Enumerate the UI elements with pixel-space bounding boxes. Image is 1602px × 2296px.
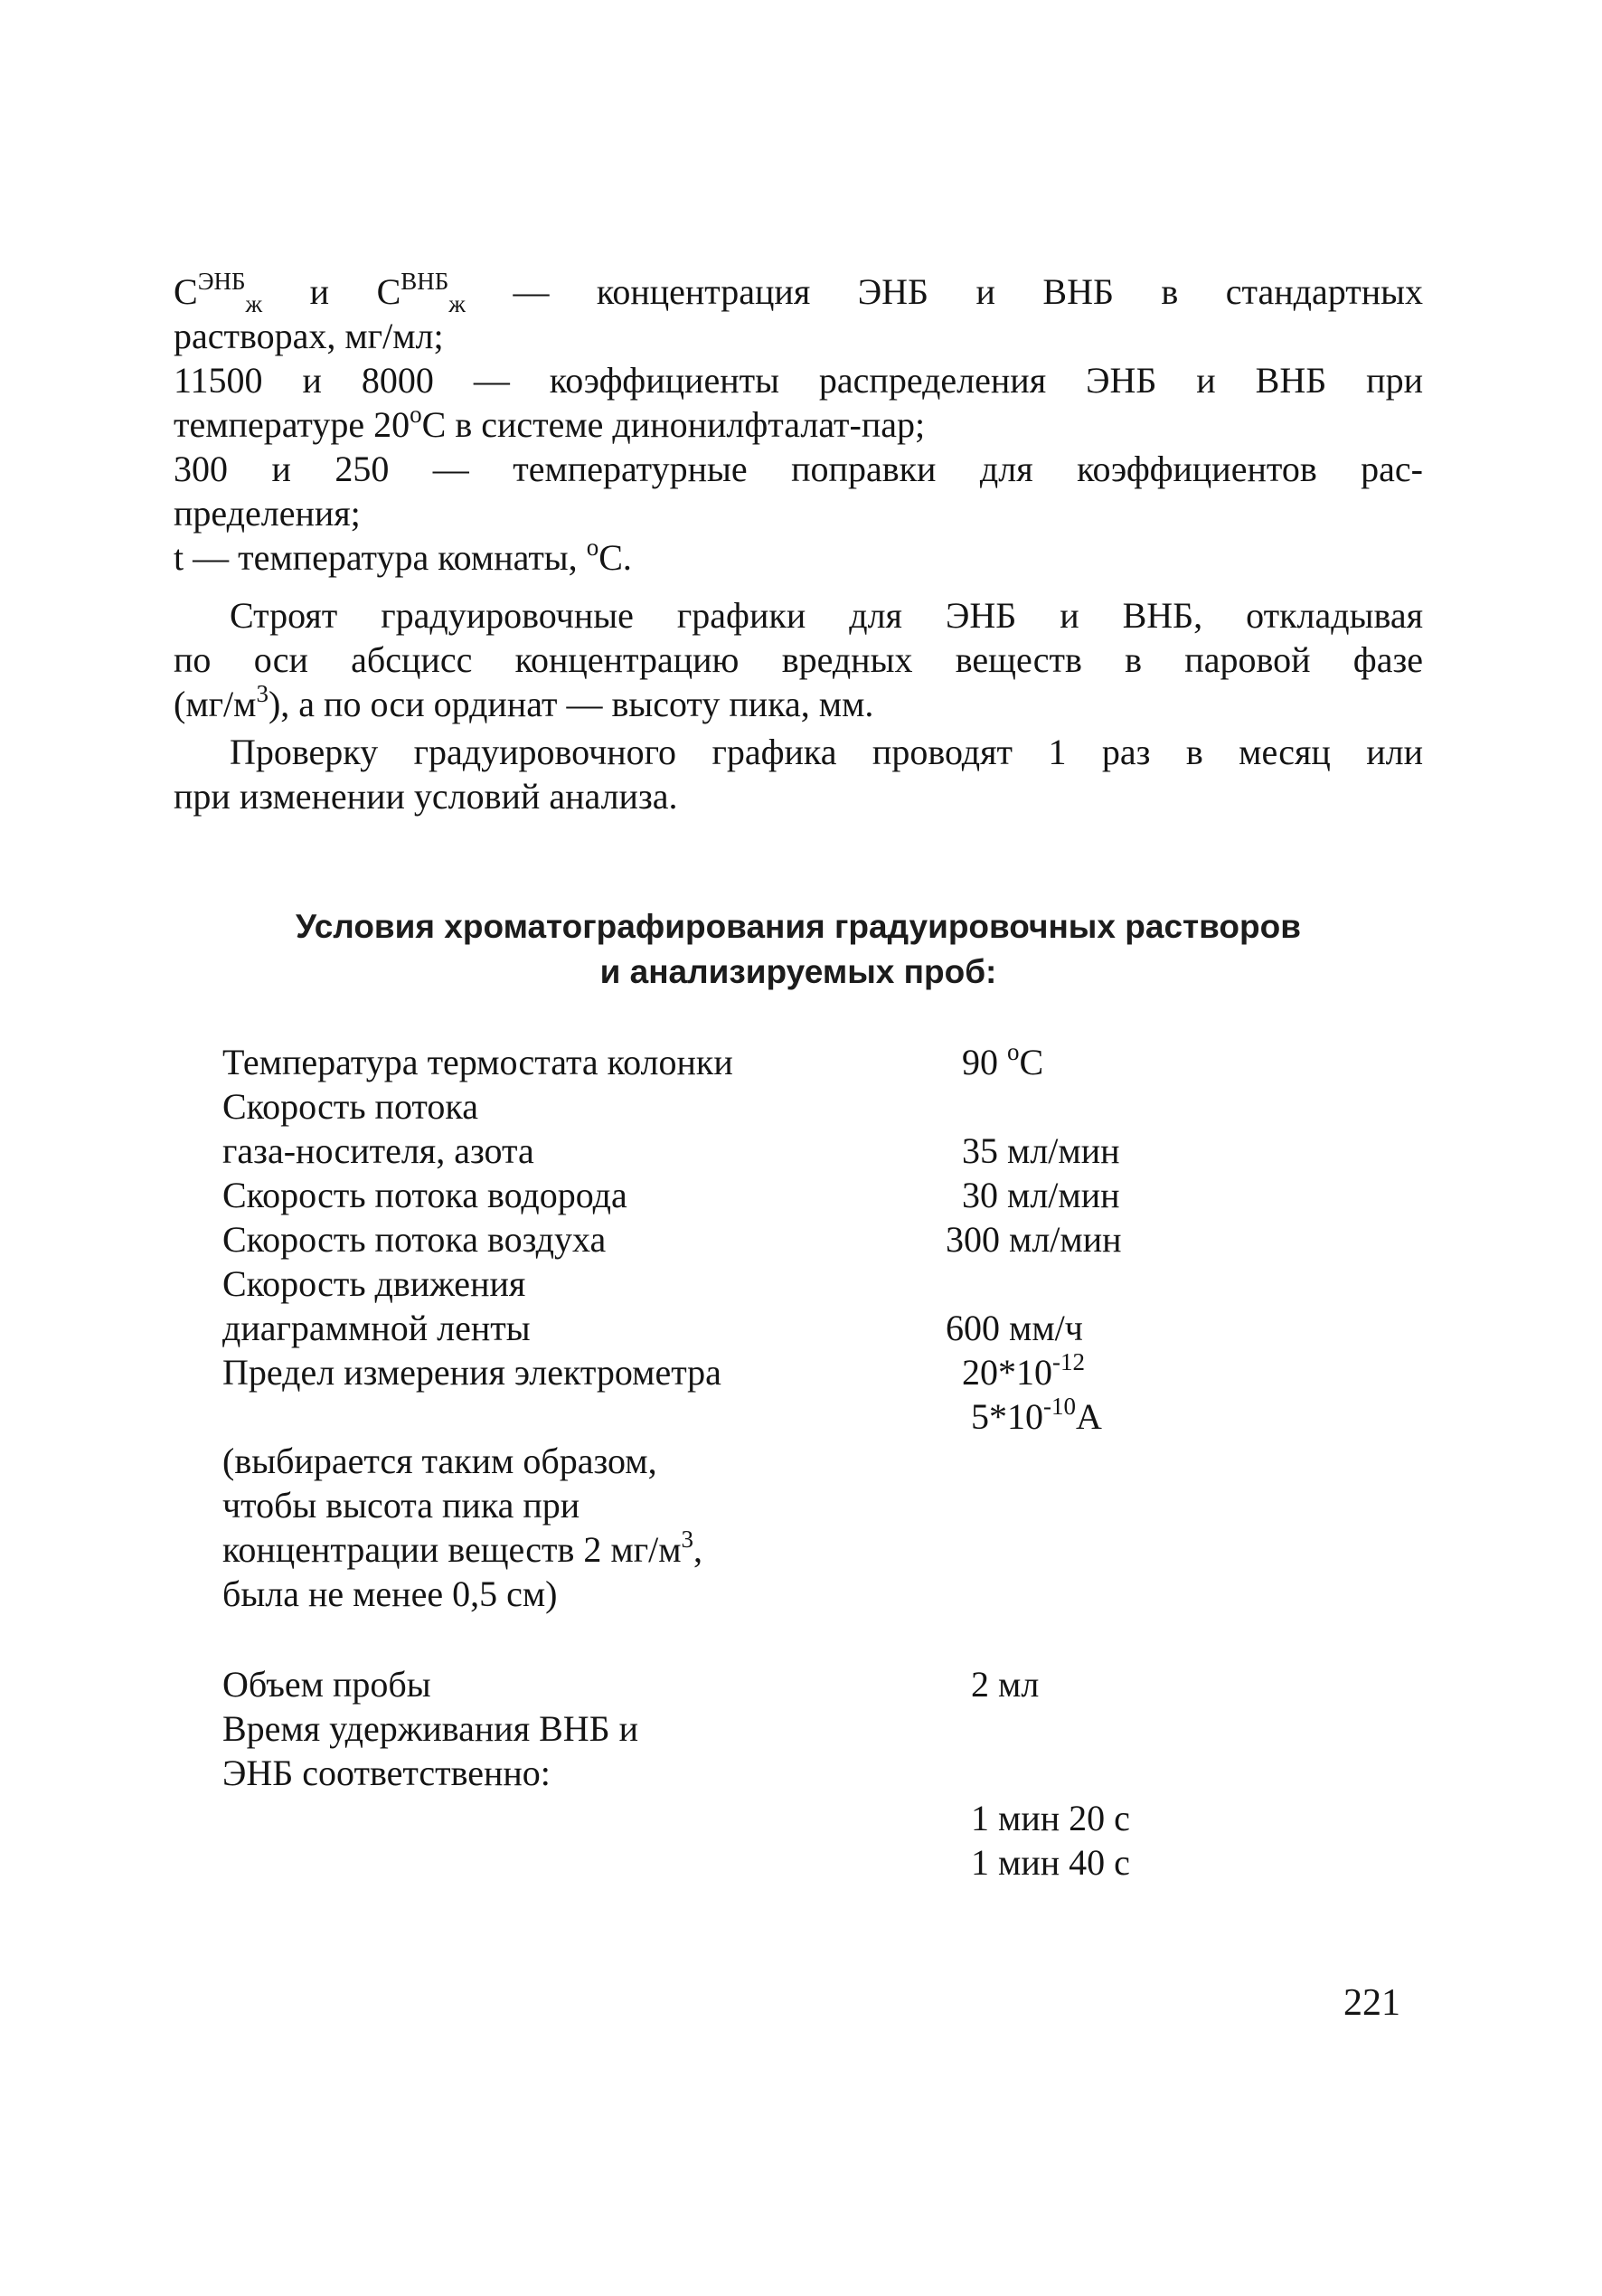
volume-value: 2 мл: [971, 1664, 1040, 1705]
legend-block: [174, 269, 1423, 580]
note-line-1: (выбирается таким образом,: [222, 1441, 657, 1481]
paragraph-line: $(мг/м^3)$, а по оси ординат — высоту пика, мм.: [174, 682, 874, 724]
retention-value-2: 1 мин 40 с: [971, 1842, 1130, 1883]
section-heading: Условия хроматографирования градуировочных растворов и анализируемых проб:: [296, 908, 1301, 990]
limit-value-1: $20*10^{-12}$: [962, 1347, 1085, 1393]
legend-line-5: 300 и 250 — температурные поправки для коэффициентов рас-: [174, 449, 1423, 489]
paragraph-verification: [174, 730, 1423, 818]
paragraph-line: Строят градуировочные графики для ЭНБ и ВНБ, откладывая: [230, 595, 1423, 636]
limit-value-2: $5*10^{-10}А$: [971, 1392, 1102, 1437]
legend-line-1: $C^{ЭНБ}_ж$ и $C^{ВНБ}_ж$ — концентрация ЭНБ и ВНБ в стандартных: [174, 269, 1423, 314]
paragraph-line: при изменении условий анализа.: [174, 776, 678, 817]
chart-speed-label-2: диаграммной ленты: [222, 1308, 531, 1348]
symbol-c-enb: $C^{ЭНБ}_ж$: [174, 269, 263, 314]
chart-speed-label-1: Скорость движения: [222, 1263, 526, 1304]
retention-label-1: Время удерживания ВНБ и: [222, 1708, 639, 1749]
paragraph-graphs: [174, 593, 1423, 726]
retention-value-1: 1 мин 20 с: [971, 1798, 1130, 1838]
symbol-c-vnb: $C^{ВНБ}_ж$: [376, 269, 466, 314]
carrier-label-1: Скорость потока: [222, 1086, 478, 1127]
air-label: Скорость потока воздуха: [222, 1219, 607, 1260]
volume-label: Объем пробы: [222, 1664, 431, 1705]
carrier-value: 35 мл/мин: [962, 1130, 1120, 1171]
limit-label: Предел измерения электрометра: [222, 1352, 721, 1393]
page-number: 221: [1343, 1982, 1400, 2024]
air-value: 300 мл/мин: [946, 1219, 1122, 1260]
carrier-label-2: газа-носителя, азота: [222, 1130, 534, 1171]
legend-line-7: t — температура комнаты, $^о$С.: [174, 535, 632, 578]
note-line-4: была не менее 0,5 см): [222, 1573, 558, 1614]
hydrogen-value: 30 мл/мин: [962, 1175, 1120, 1215]
temp-value: 90 $^о$С: [962, 1037, 1044, 1082]
legend-line-2: растворах, мг/мл;: [174, 316, 444, 356]
chart-speed-value: 600 мм/ч: [946, 1308, 1083, 1348]
hydrogen-label: Скорость потока водорода: [222, 1175, 627, 1215]
legend-line-6: пределения;: [174, 493, 361, 534]
paragraph-line: Проверку градуировочного графика проводят 1 раз в месяц или: [230, 732, 1423, 772]
note-line-3: концентрации веществ 2 $мг/м^3$,: [222, 1525, 703, 1570]
legend-line-3: 11500 и 8000 — коэффициенты распределения ЭНБ и ВНБ при: [174, 360, 1423, 401]
legend-line-4: температуре $20^оС$ в системе динонилфталат-пар;: [174, 402, 926, 445]
temp-label: Температура термостата колонки: [222, 1042, 733, 1082]
note-line-2: чтобы высота пика при: [222, 1485, 580, 1526]
paragraph-line: по оси абсцисс концентрацию вредных веществ в паровой фазе: [174, 639, 1423, 680]
retention-label-2: ЭНБ соответственно:: [222, 1753, 551, 1793]
